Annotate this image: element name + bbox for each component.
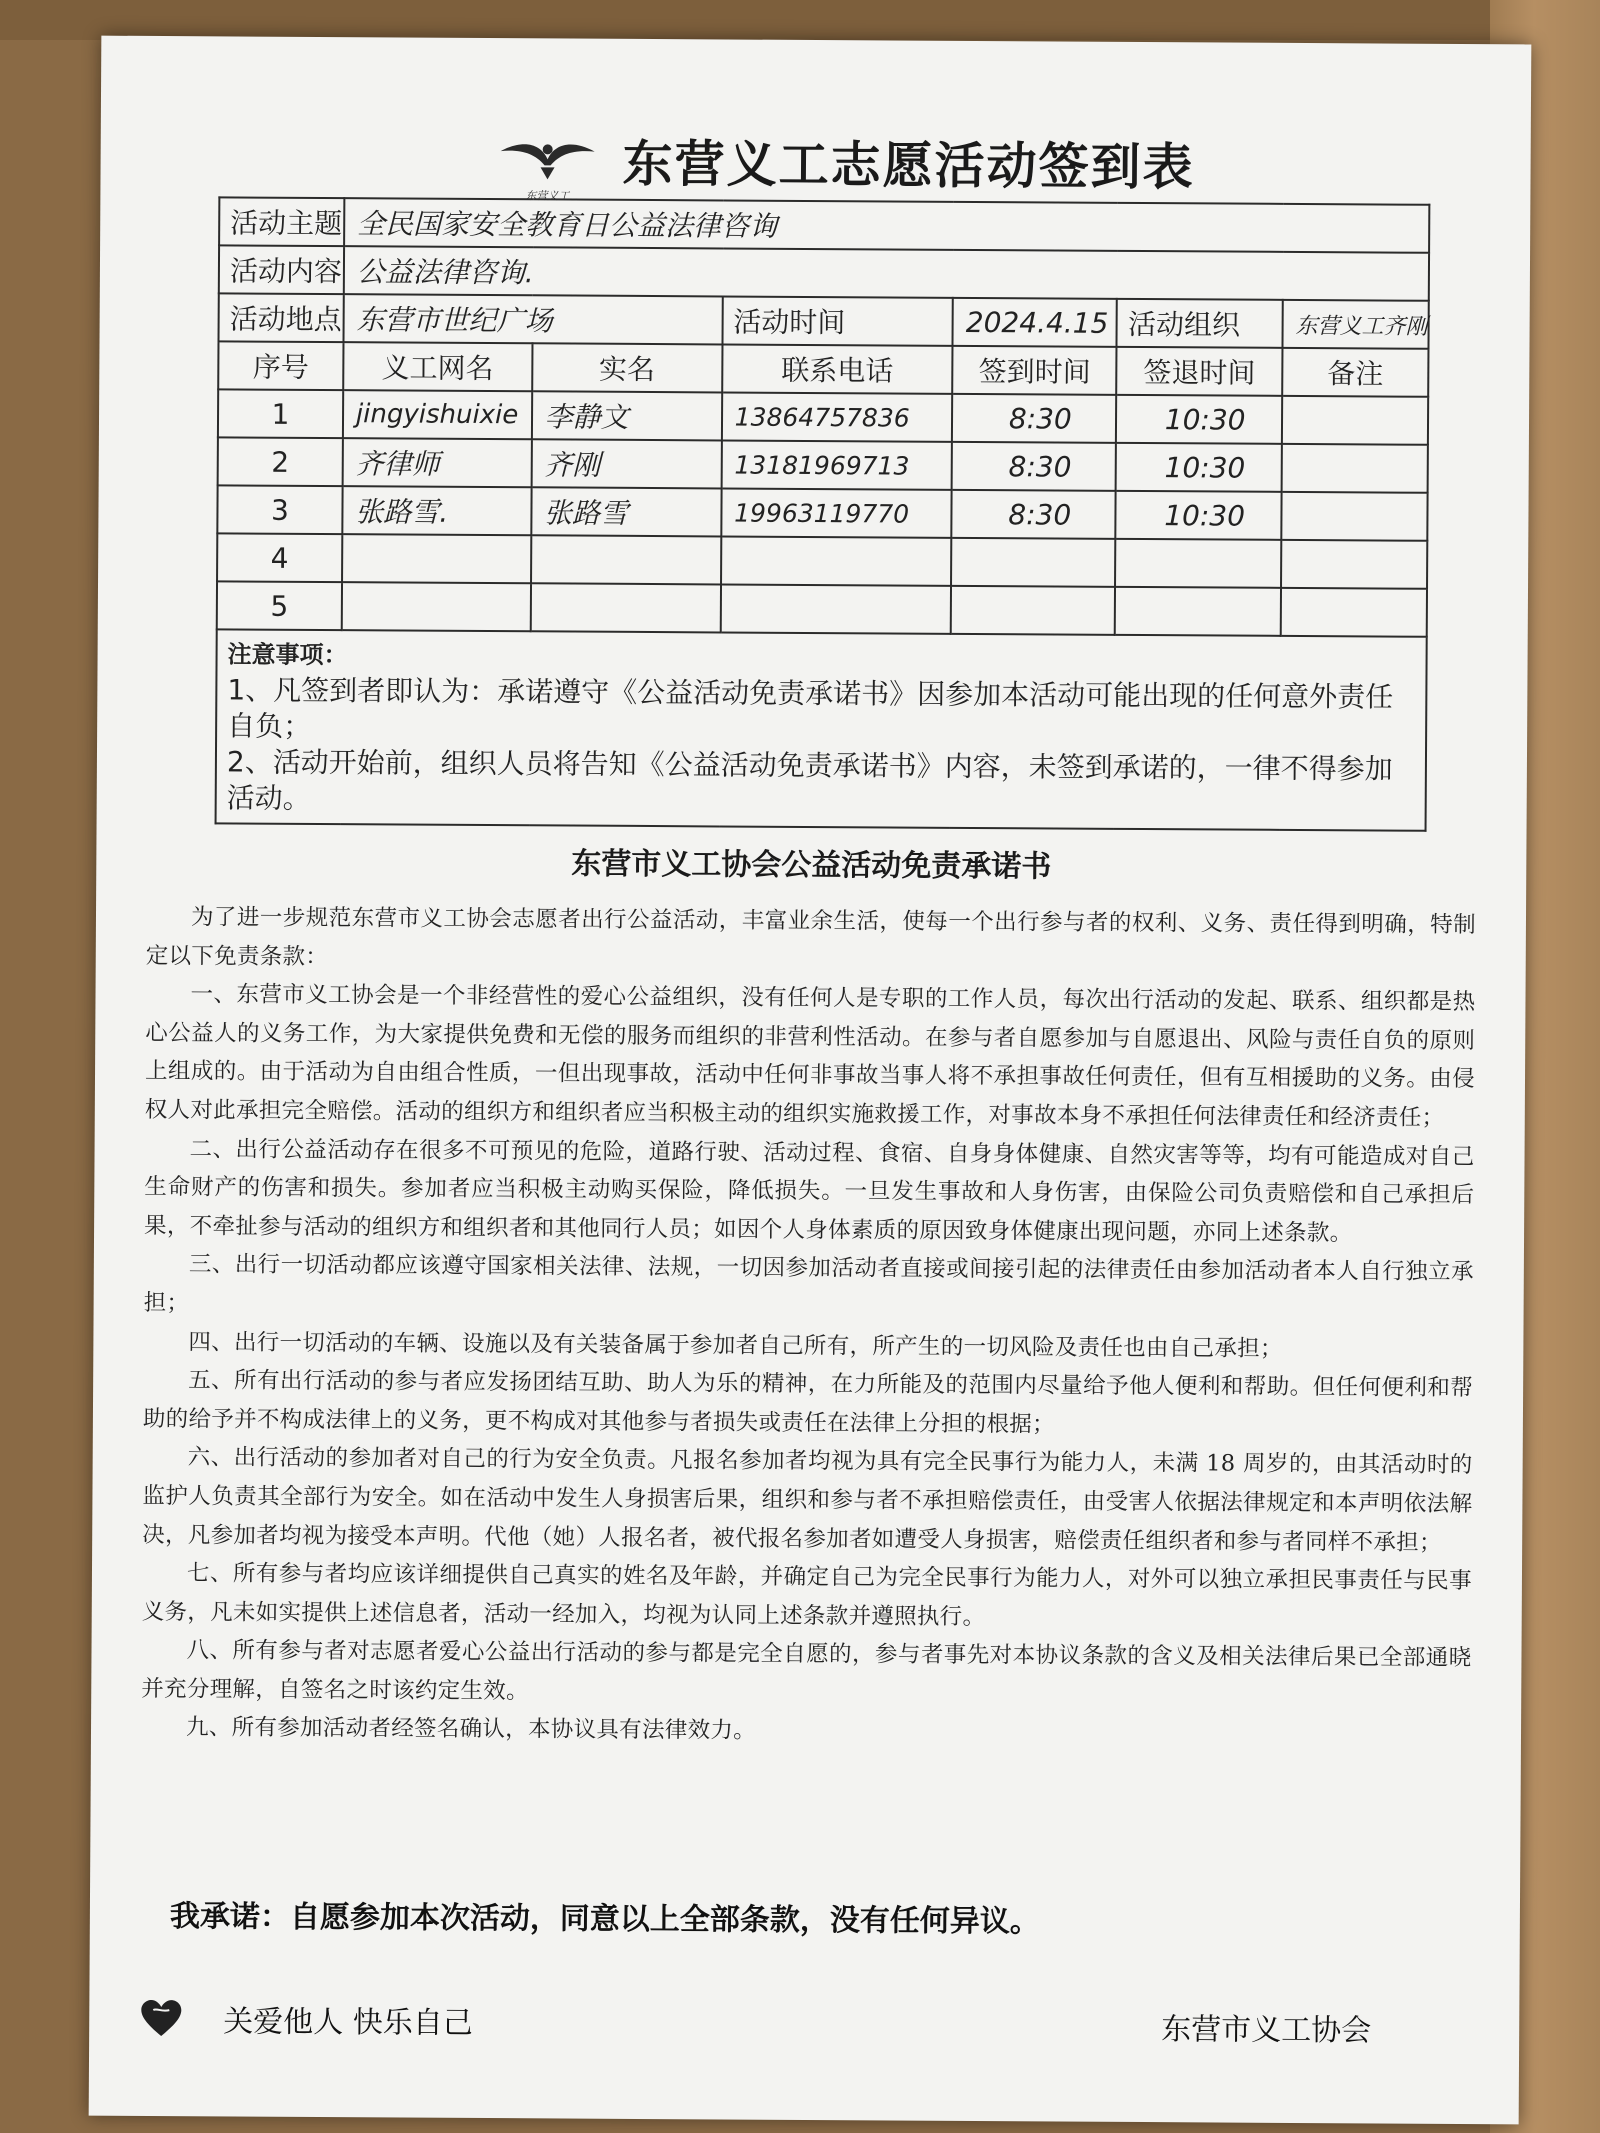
nickname-cell: jingyishuixie [343, 390, 532, 439]
sign-in-time-cell: 8:30 [952, 442, 1116, 491]
organizer-label: 活动组织 [1117, 299, 1283, 348]
pledge-statement: 我承诺：自愿参加本次活动，同意以上全部条款，没有任何异议。 [169, 1899, 1040, 1940]
sign-in-time-cell: 8:30 [952, 394, 1116, 443]
content-label: 活动内容 [219, 245, 344, 294]
waiver-paragraph: 三、出行一切活动都应该遵守国家相关法律、法规，一切因参加活动者直接或间接引起的法律责任由参加活动者本人自行独立承担； [143, 1251, 1474, 1317]
waiver-paragraph: 四、出行一切活动的车辆、设施以及有关装备属于参加者自己所有，所产生的一切风险及责任也由自己承担； [188, 1328, 1283, 1362]
waiver-paragraph: 六、出行活动的参加者对自己的行为安全负责。凡报名参加者均视为具有完全民事行为能力人，未满 18 周岁的，由其活动时的监护人负责其全部行为安全。如在活动中发生人身损害后果，组织和参与者不承担赔偿责任，由受害人依据法律规定和本声明依法解决，凡参加者均视为接受本声明。代他（她）人报名者，被代报名参加者如遭受人身损害，赔偿责任组织者和参与者同样不承担； [142, 1444, 1473, 1556]
sign-in-time-cell [951, 586, 1115, 635]
waiver-paragraph: 八、所有参与者对志愿者爱心公益出行活动的参与都是完全自愿的，参与者事先对本协议条款的含义及相关法律后果已全部通晓并充分理解，自签名之时该约定生效。 [141, 1637, 1472, 1705]
location-label: 活动地点 [219, 293, 344, 342]
waiver-section [141, 836, 1477, 1755]
phone-cell [721, 536, 952, 585]
name-cell: 齐刚 [531, 439, 721, 488]
time-label: 活动时间 [722, 296, 953, 345]
theme-value: 全民国家安全教育日公益法律咨询 [344, 198, 1429, 253]
name-cell [531, 535, 721, 584]
page-title: 东营义工志愿活动签到表 [622, 134, 1195, 197]
sign-in-table [215, 196, 1431, 831]
nickname-cell: 张路雪. [342, 486, 531, 535]
nickname-cell: 齐律师 [343, 438, 532, 487]
row-number: 5 [217, 581, 342, 630]
logo-text: 东营义工 [525, 189, 570, 203]
location-value: 东营市世纪广场 [343, 294, 722, 344]
column-header: 义工网名 [343, 342, 532, 391]
remark-cell [1281, 540, 1427, 589]
footer-slogan [139, 1996, 473, 2042]
phone-cell: 13181969713 [721, 440, 952, 489]
table-row [217, 485, 1427, 540]
waiver-paragraph: 七、所有参与者均应该详细提供自己真实的姓名及年龄，并确定自己为完全民事行为能力人，对外可以独立承担民事责任与民事义务，凡未如实提供上述信息者，活动一经加入，均视为认同上述条款并遵照执行。 [141, 1560, 1473, 1630]
row-number: 2 [218, 437, 343, 486]
notes-item: 2、活动开始前，组织人员将告知《公益活动免责承诺书》内容，未签到承诺的，一律不得参加活动。 [226, 745, 1393, 815]
table-row [217, 533, 1427, 588]
content-value: 公益法律咨询. [344, 246, 1429, 301]
column-header: 备注 [1282, 348, 1428, 397]
column-header: 签到时间 [952, 346, 1116, 395]
remark-cell [1282, 444, 1428, 493]
notes-item: 1、凡签到者即认为：承诺遵守《公益活动免责承诺书》因参加本活动可能出现的任何意外责任自负； [227, 673, 1394, 743]
sign-in-sheet [89, 36, 1532, 2125]
remark-cell [1281, 588, 1427, 637]
waiver-paragraph: 二、出行公益活动存在很多不可预见的危险，道路行驶、活动过程、食宿、自身身体健康、自然灾害等等，均有可能造成对自己生命财产的伤害和损失。参加者应当积极主动购买保险，降低损失。一旦发生事故和人身伤害，由保险公司负责赔偿和自己承担后果，不牵扯参与活动的组织方和组织者和其他同行人员；如因个人身体素质的原因致身体健康出现问题，亦同上述条款。 [144, 1135, 1475, 1247]
waiver-paragraph: 为了进一步规范东营市义工协会志愿者出行公益活动，丰富业余生活，使每一个出行参与者的权利、义务、责任得到明确，特制定以下免责条款： [145, 904, 1477, 970]
notes-section [216, 629, 1427, 830]
name-cell: 张路雪 [531, 487, 721, 536]
nickname-cell [342, 582, 531, 631]
row-number: 1 [218, 389, 343, 438]
table-row [217, 581, 1427, 636]
sign-out-time-cell: 10:30 [1116, 491, 1282, 540]
time-value: 2024.4.15 [953, 298, 1117, 347]
waiver-title: 东营市义工协会公益活动免责承诺书 [571, 846, 1052, 885]
sign-out-time-cell [1115, 587, 1281, 636]
table-header-row [218, 341, 1428, 396]
sign-out-time-cell: 10:30 [1116, 443, 1282, 492]
waiver-paragraph: 一、东营市义工协会是一个非经营性的爱心公益组织，没有任何人是专职的工作人员，每次出行活动的发起、联系、组织都是热心公益人的义务工作，为大家提供免费和无偿的服务而组织的非营利性活动。在参与者自愿参加与自愿退出、风险与责任自负的原则上组成的。由于活动为自由组合性质，一但出现事故，活动中任何非事故当事人将不承担事故任何责任，但有互相援助的义务。由侵权人对此承担完全赔偿。活动的组织方和组织者应当积极主动的组织实施救援工作，对事故本身不承担任何法律责任和经济责任； [144, 981, 1476, 1131]
row-number: 3 [217, 485, 342, 534]
name-cell [530, 583, 720, 632]
sign-out-time-cell: 10:30 [1116, 395, 1282, 444]
background-surface [0, 0, 1600, 40]
table-row [218, 389, 1428, 444]
sign-in-time-cell [951, 538, 1115, 587]
row-number: 4 [217, 533, 342, 582]
phone-cell [720, 584, 951, 633]
heart-icon [139, 1998, 183, 2038]
remark-cell [1282, 396, 1428, 445]
column-header: 签退时间 [1117, 347, 1283, 396]
phone-cell: 13864757836 [722, 392, 953, 441]
sign-out-time-cell [1115, 539, 1281, 588]
organizer-value: 东营义工齐刚 [1282, 300, 1428, 349]
notes-heading: 注意事项： [227, 640, 348, 670]
remark-cell [1281, 492, 1427, 541]
slogan-text: 关爱他人 快乐自己 [223, 2004, 473, 2041]
table-row [218, 437, 1428, 492]
waiver-paragraph: 五、所有出行活动的参与者应发扬团结互助、助人为乐的精神，在力所能及的范围内尽量给予他人便利和帮助。但任何便利和帮助的给予并不构成法律上的义务，更不构成对其他参与者损失或责任在法律上分担的根据； [142, 1367, 1474, 1438]
footer-org: 东营市义工协会 [1161, 2012, 1372, 2049]
sign-in-time-cell: 8:30 [952, 490, 1116, 539]
waiver-paragraph: 九、所有参加活动者经签名确认，本协议具有法律效力。 [185, 1714, 757, 1745]
column-header: 联系电话 [722, 344, 953, 393]
column-header: 序号 [218, 341, 343, 390]
bird-logo-icon [492, 129, 602, 190]
phone-cell: 19963119770 [721, 488, 952, 537]
name-cell: 李静文 [531, 391, 721, 440]
nickname-cell [342, 534, 531, 583]
column-header: 实名 [532, 343, 722, 392]
theme-label: 活动主题 [219, 197, 344, 246]
